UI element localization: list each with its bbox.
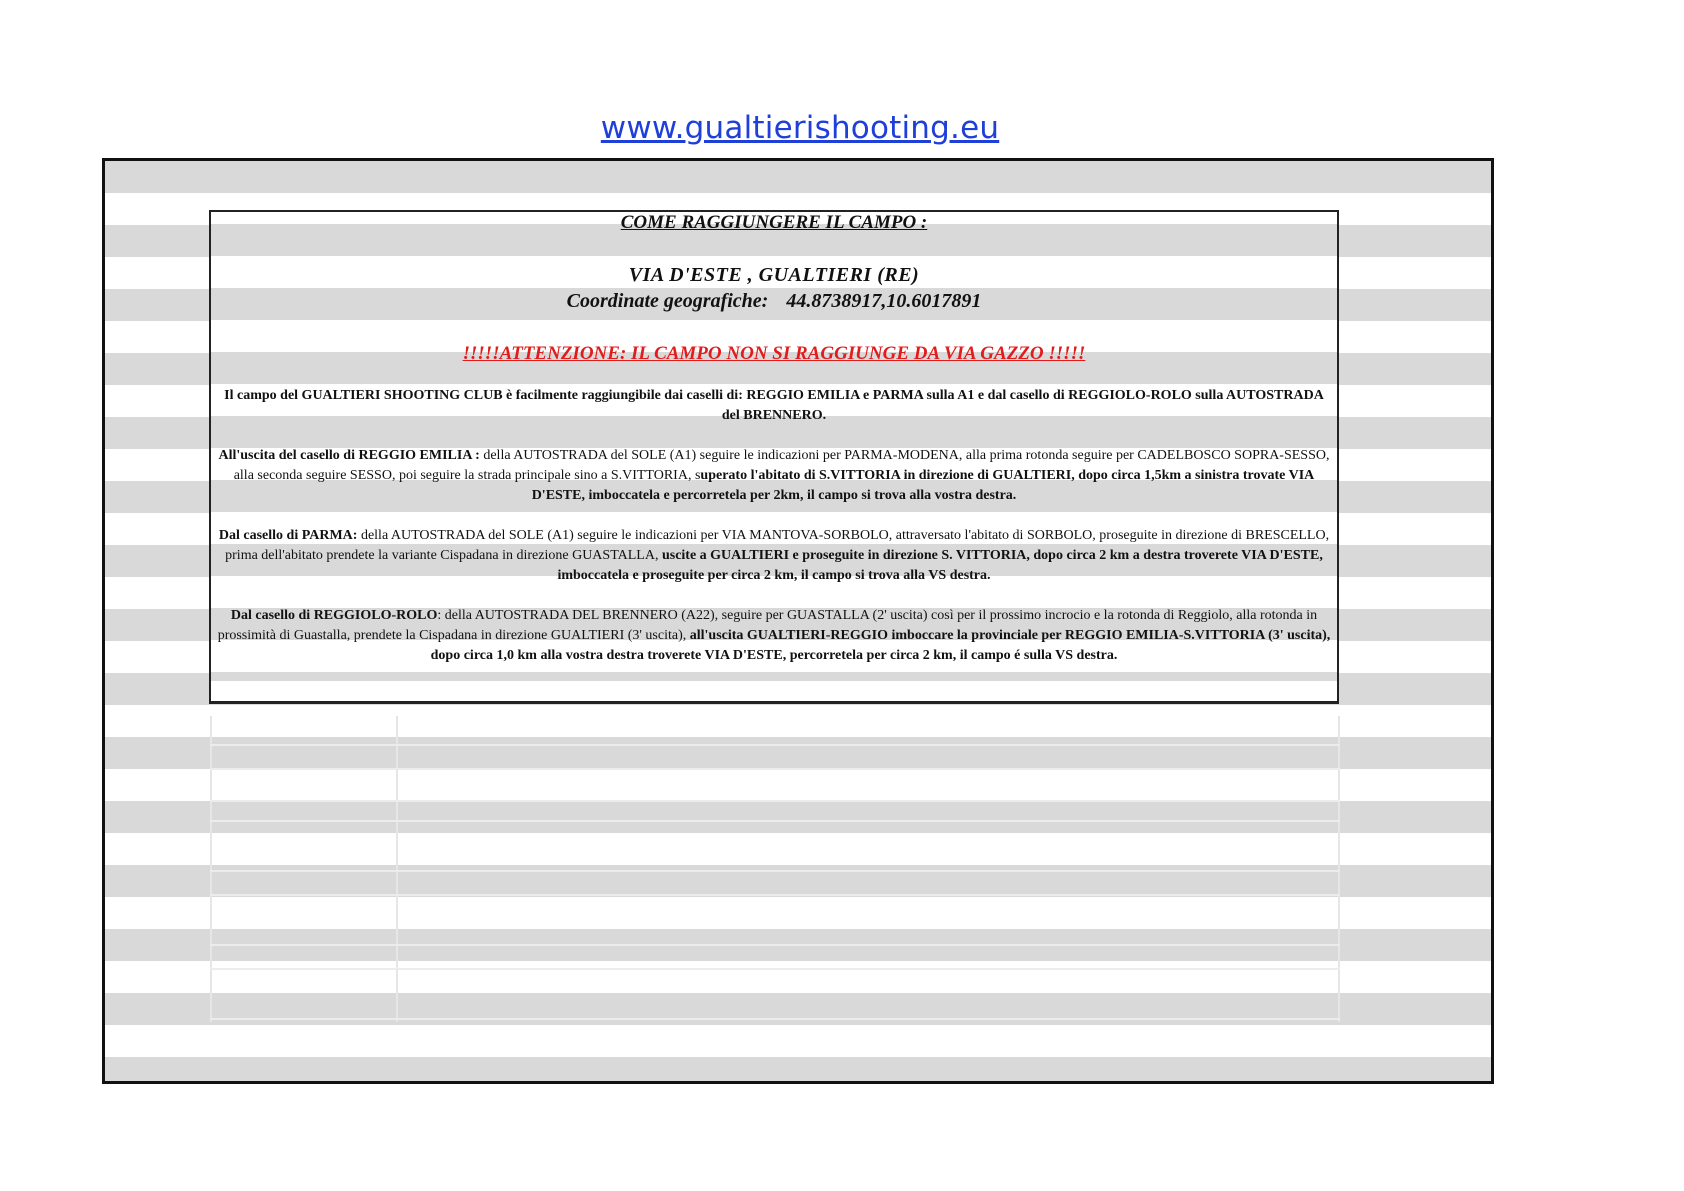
coordinates-label: Coordinate geografiche: — [566, 290, 769, 312]
address: VIA D'ESTE , GUALTIERI (RE) — [628, 264, 920, 286]
directions-card — [209, 210, 1339, 704]
paragraph-emphasis: uperato l'abitato di S.VITTORIA in direzione di GUALTIERI, dopo circa 1,5km a sinistra trovate VIA D'ESTE, imboccatela e percorretela per 2km, il campo si trova alla vostra destra. — [531, 468, 1315, 503]
intro-paragraph: Il campo del GUALTIERI SHOOTING CLUB è facilmente raggiungibile dai caselli di: REGGIO EMILIA e PARMA sulla A1 e dal casello di REGGIOLO-ROLO sulla AUTOSTRADA del BRENNERO. — [224, 388, 1324, 423]
card-title: COME RAGGIUNGERE IL CAMPO : — [620, 212, 928, 233]
grid-hline — [210, 894, 1340, 896]
directions-parma — [215, 526, 1333, 586]
directions-reggio-emilia — [215, 446, 1333, 506]
paragraph-emphasis: all'uscita GUALTIERI-REGGIO imboccare la provinciale per REGGIO EMILIA-S.VITTORIA (3' uscita), dopo circa 1,0 km alla vostra destra troverete VIA D'ESTE, percorretela per circa 2 km, il campo é sulla VS destra. — [430, 628, 1331, 663]
grid-hline — [210, 944, 1340, 946]
grid-vline — [210, 716, 212, 1022]
grid-vline — [396, 716, 398, 1022]
website-link[interactable]: www.gualtierishooting.eu — [600, 110, 1000, 146]
paragraph-lead: Dal casello di REGGIOLO-ROLO — [230, 608, 438, 623]
grid-hline — [210, 968, 1340, 970]
directions-reggiolo-rolo — [215, 606, 1333, 666]
grid-hline — [210, 1018, 1340, 1020]
grid-hline — [210, 800, 1340, 802]
empty-table-grid — [210, 716, 1340, 1022]
grid-hline — [210, 768, 1340, 770]
coordinates — [211, 290, 1337, 313]
coordinates-value: 44.8738917,10.6017891 — [786, 290, 982, 312]
paragraph-lead: Dal casello di PARMA: — [218, 528, 358, 543]
paragraph-lead: All'uscita del casello di REGGIO EMILIA : — [218, 448, 480, 463]
grid-vline — [1338, 716, 1340, 1022]
paragraph-body: della AUTOSTRADA del SOLE (A1) seguire le indicazioni per PARMA-MODENA, alla prima rotonda seguire per CADELBOSCO SOPRA-SESSO, alla seconda seguire SESSO, poi seguire la strada principale sino a S.VITTORIA, s — [233, 448, 1330, 483]
grid-hline — [210, 820, 1340, 822]
paragraph-body: : della AUTOSTRADA DEL BRENNERO (A22), seguire per GUASTALLA (2' uscita) così per il prossimo incrocio e la rotonda di Reggiolo, alla rotonda in prossimità di Guastalla, prendete la Cispadana in direzione GUALTIERI (3' uscita), — [217, 608, 1318, 643]
grid-hline — [210, 870, 1340, 872]
paragraph-body: della AUTOSTRADA del SOLE (A1) seguire le indicazioni per VIA MANTOVA-SORBOLO, attraversato l'abitato di SORBOLO, proseguite in direzione di BRESCELLO, prima dell'abitato prendete la variante Cispadana in direzione GUASTALLA, — [225, 528, 1330, 563]
warning-text: !!!!!ATTENZIONE: IL CAMPO NON SI RAGGIUNGE DA VIA GAZZO !!!!! — [462, 343, 1086, 364]
paragraph-emphasis: uscite a GUALTIERI e proseguite in direzione S. VITTORIA, dopo circa 2 km a destra troverete VIA D'ESTE, imboccatela e proseguite per circa 2 km, il campo si trova alla VS destra. — [557, 548, 1323, 583]
grid-hline — [210, 744, 1340, 746]
